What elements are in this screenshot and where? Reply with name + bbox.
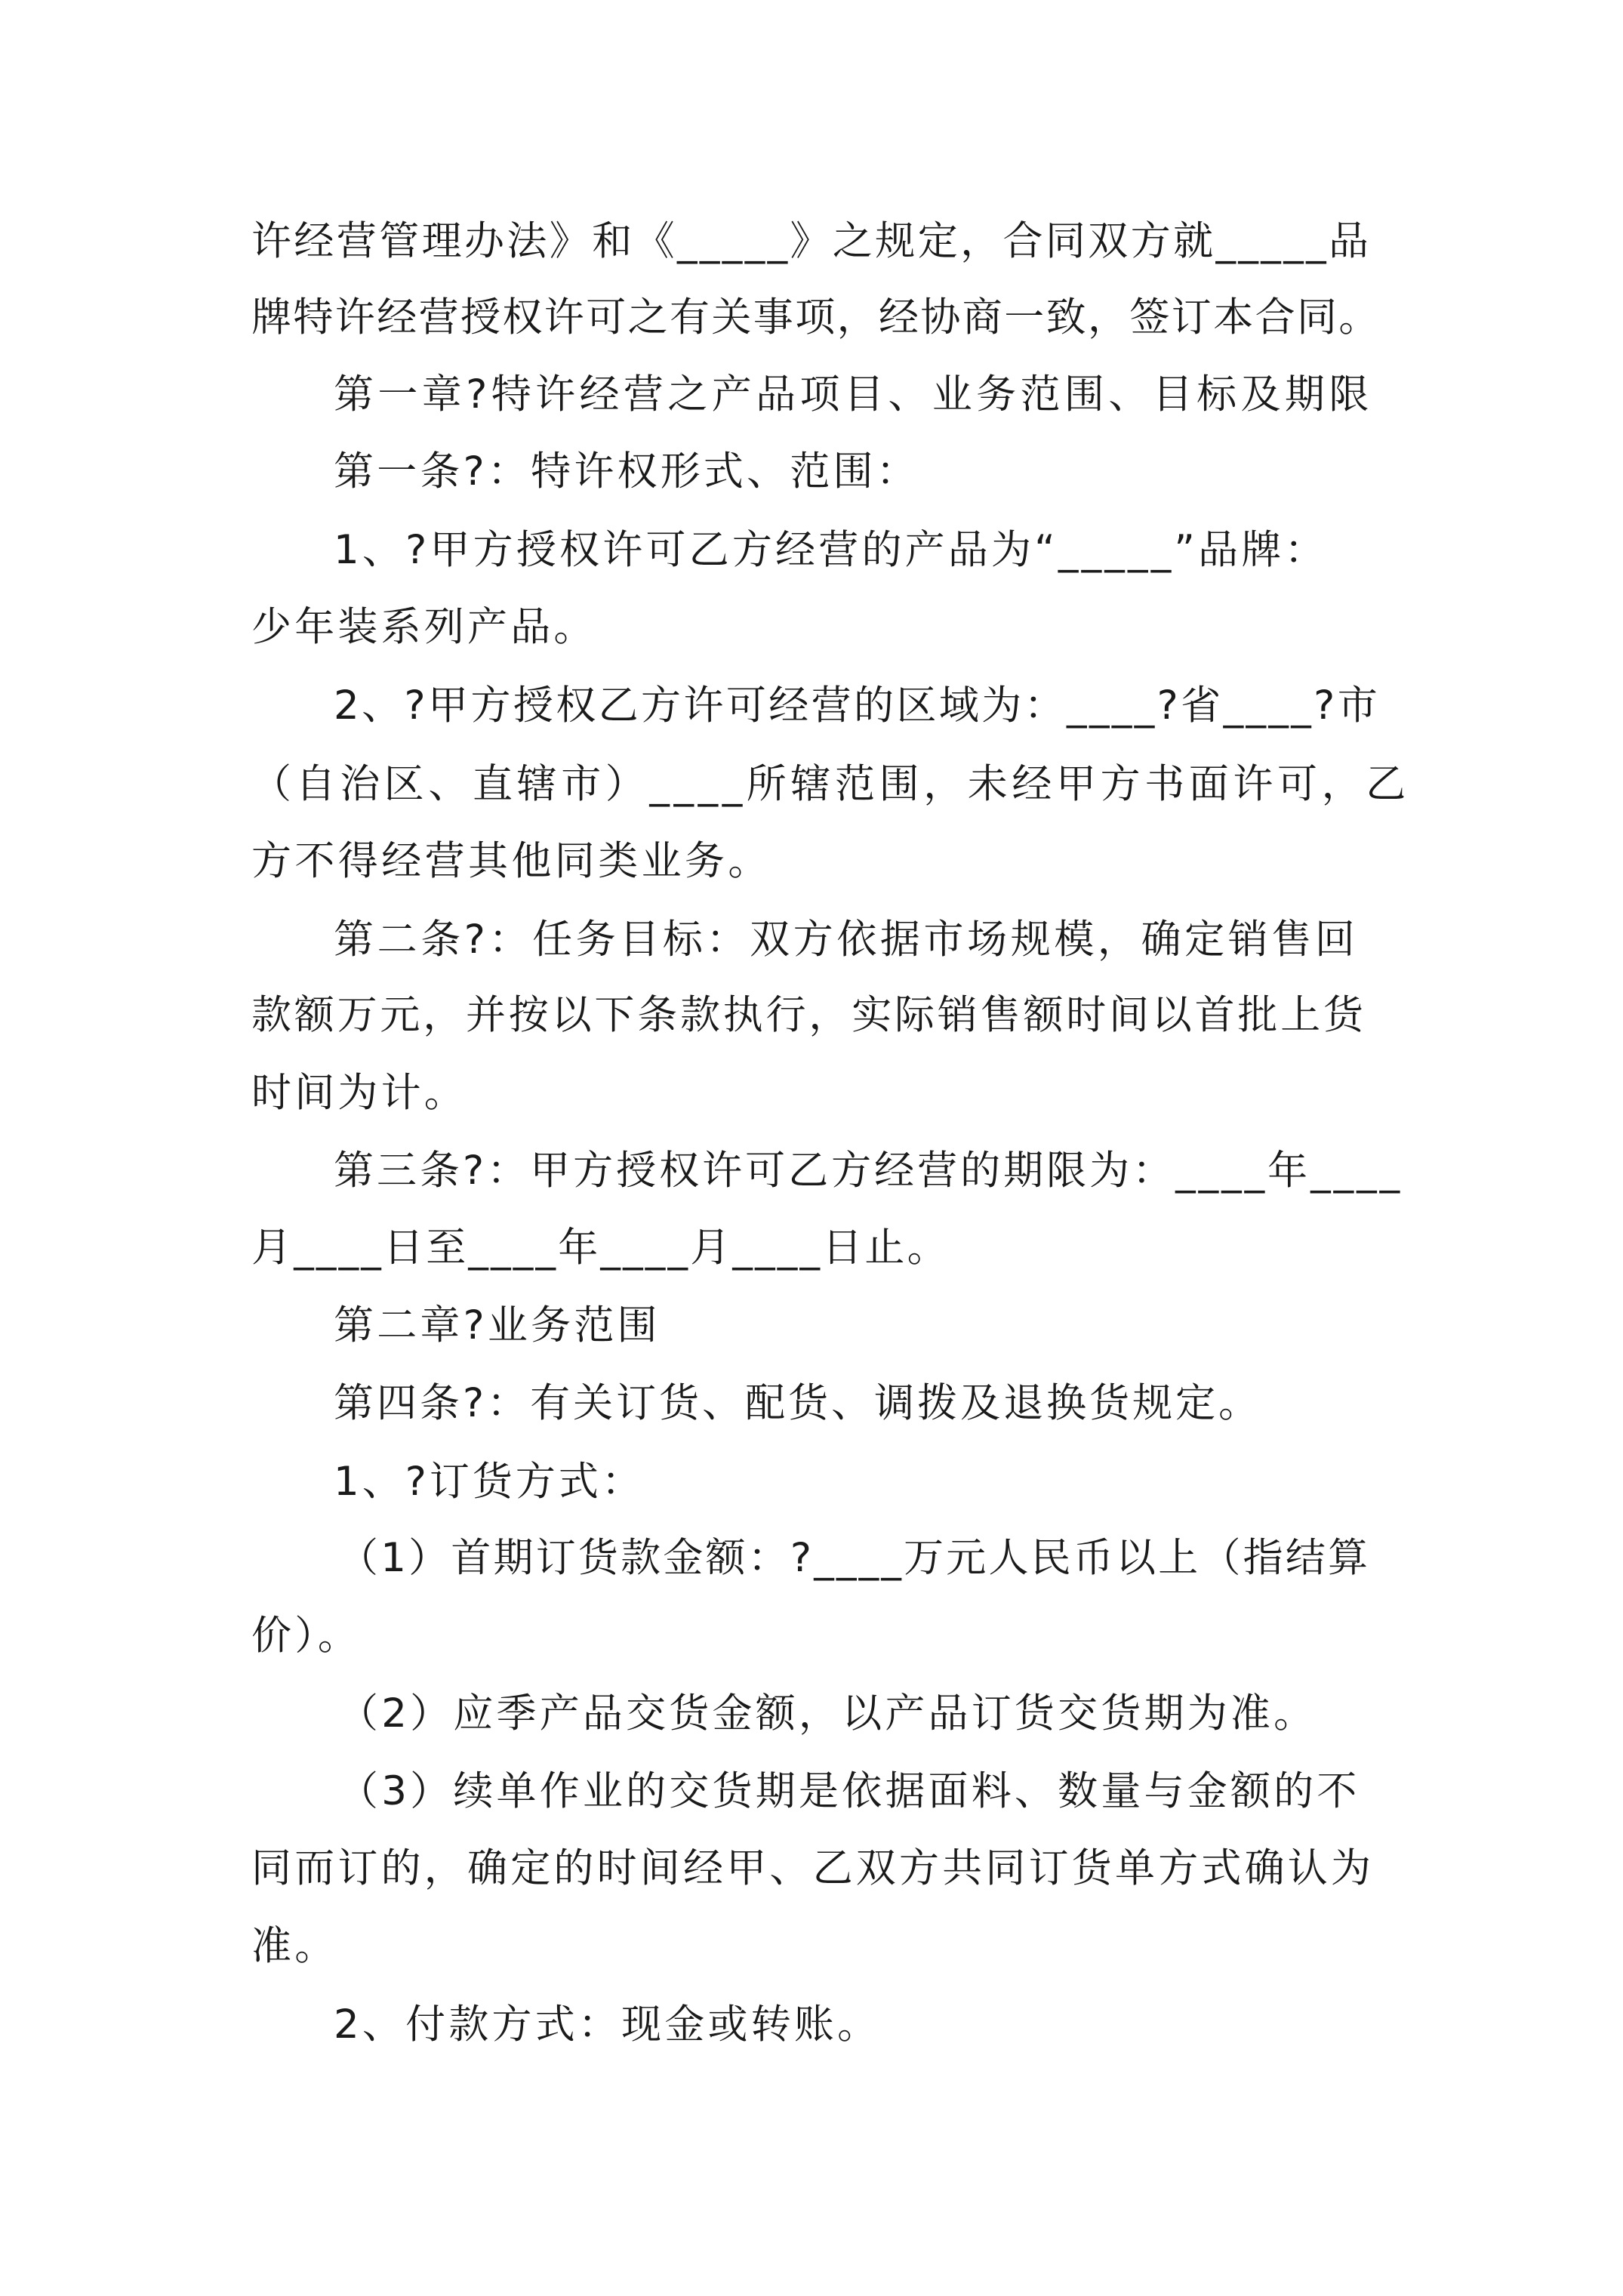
text-line: 价）。	[251, 1613, 362, 1659]
text-line: 少年装系列产品。	[251, 604, 597, 650]
text-line: 时间为计。	[251, 1070, 467, 1116]
text-line: 2、?甲方授权乙方许可经营的区域为：____?省____?市	[334, 683, 1381, 729]
text-line: （3）续单作业的交货期是依据面料、数量与金额的不	[338, 1768, 1360, 1814]
text-line: 1、?订货方式：	[334, 1459, 645, 1505]
text-line: 2、付款方式：现金或转账。	[334, 2002, 881, 2048]
text-line: （自治区、直辖市）____所辖范围，未经甲方书面许可，乙	[251, 761, 1410, 807]
text-line: 准。	[251, 1923, 338, 1969]
chapter-heading: 第一章?特许经营之产品项目、业务范围、目标及期限	[334, 371, 1373, 418]
text-line: （2）应季产品交货金额，以产品订货交货期为准。	[338, 1690, 1317, 1737]
text-line: 款额万元，并按以下条款执行，实际销售额时间以首批上货	[251, 992, 1366, 1038]
text-line: 第三条?：甲方授权许可乙方经营的期限为：____年____	[334, 1148, 1403, 1194]
text-line: 许经营管理办法》和《_____》之规定，合同双方就_____品	[251, 218, 1372, 264]
text-line: 第二条?：任务目标：双方依据市场规模，确定销售回	[334, 917, 1359, 963]
text-line: 牌特许经营授权许可之有关事项，经协商一致，签订本合同。	[251, 294, 1381, 341]
text-line: 方不得经营其他同类业务。	[251, 838, 771, 884]
text-line: （1）首期订货款金额：?____万元人民币以上（指结算	[338, 1535, 1371, 1581]
text-line: 同而订的，确定的时间经甲、乙双方共同订货单方式确认为	[251, 1845, 1375, 1891]
article-heading: 第四条?：有关订货、配货、调拨及退换货规定。	[334, 1380, 1262, 1426]
article-heading: 第一条?：特许权形式、范围：	[334, 448, 919, 495]
text-line: 月____日至____年____月____日止。	[251, 1225, 950, 1271]
text-line: 1、?甲方授权许可乙方经营的产品为“_____”品牌：	[334, 527, 1328, 573]
chapter-heading: 第二章?业务范围	[334, 1302, 661, 1348]
